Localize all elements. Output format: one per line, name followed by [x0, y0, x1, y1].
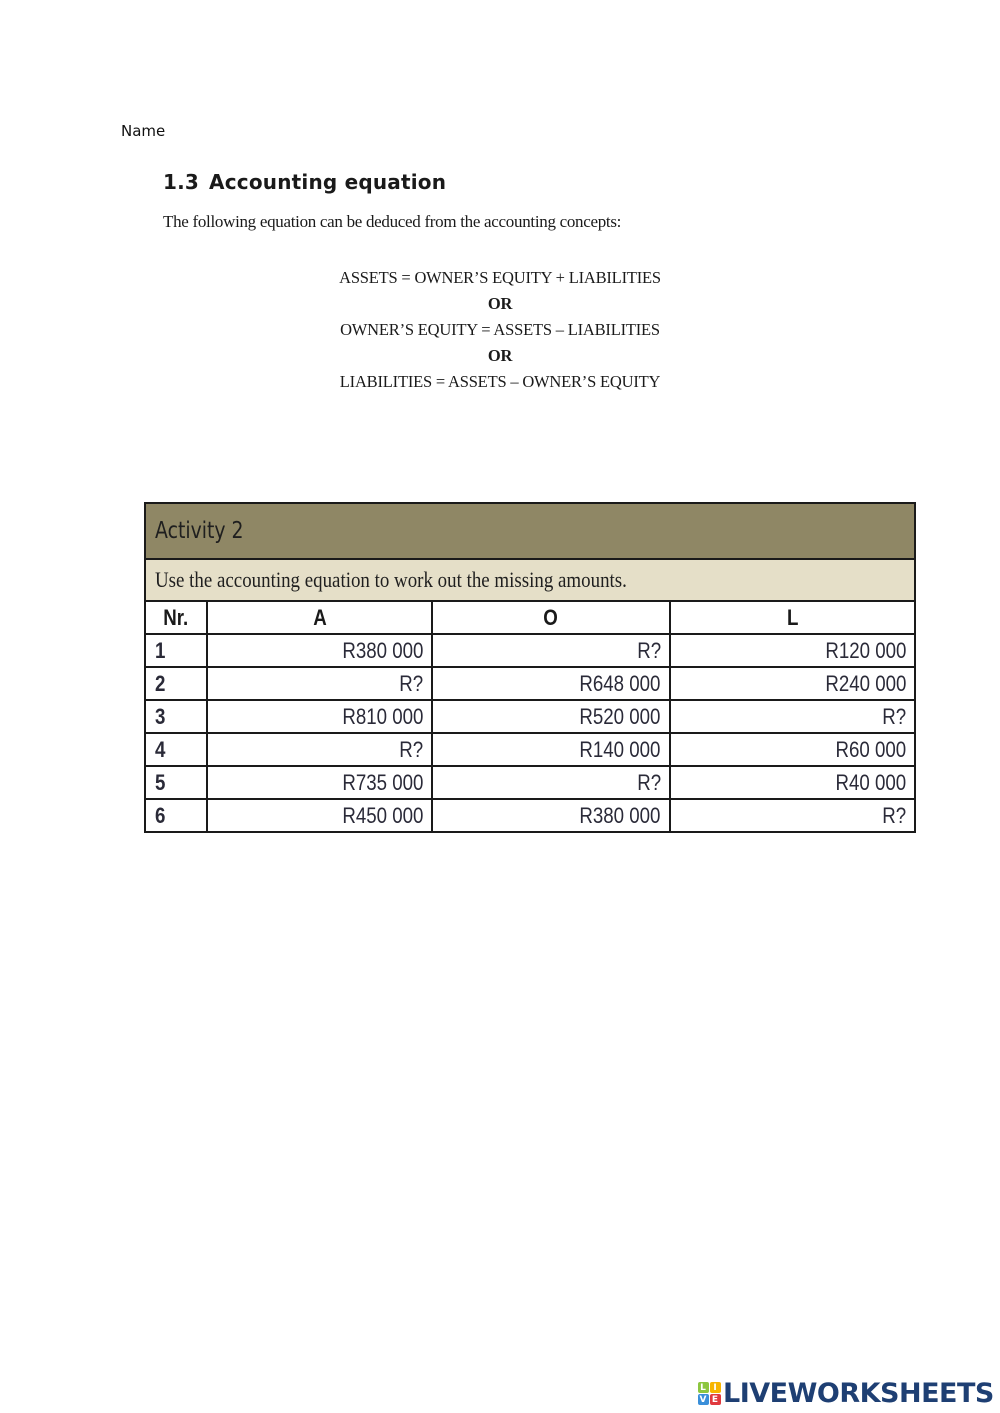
cell-liabilities[interactable]: R240 000 [670, 667, 915, 700]
cell-liabilities[interactable]: R? [670, 700, 915, 733]
logo-text: LIVEWORKSHEETS [723, 1378, 994, 1409]
row-number: 4 [145, 733, 207, 766]
cell-assets[interactable]: R? [207, 667, 432, 700]
cell-assets[interactable]: R810 000 [207, 700, 432, 733]
row-number: 5 [145, 766, 207, 799]
equation-liabilities: LIABILITIES = ASSETS – OWNER’S EQUITY [339, 372, 661, 391]
equation-assets: ASSETS = OWNER’S EQUITY + LIABILITIES [339, 268, 661, 287]
column-header-row [145, 601, 915, 634]
activity-header-row [145, 503, 915, 559]
column-header-nr: Nr. [145, 601, 207, 634]
cell-liabilities[interactable]: R? [670, 799, 915, 832]
cell-assets[interactable]: R? [207, 733, 432, 766]
cell-liabilities[interactable]: R40 000 [670, 766, 915, 799]
equation-or: OR [487, 346, 513, 365]
cell-liabilities[interactable]: R120 000 [670, 634, 915, 667]
column-header-owners-equity: O [432, 601, 669, 634]
activity-instruction-row [145, 559, 915, 601]
row-number: 2 [145, 667, 207, 700]
table-row [145, 634, 915, 667]
cell-owners-equity[interactable]: R380 000 [432, 799, 669, 832]
cell-owners-equity[interactable]: R520 000 [432, 700, 669, 733]
table-row [145, 700, 915, 733]
liveworksheets-logo[interactable] [697, 1378, 994, 1409]
name-label: Name [121, 122, 166, 140]
cell-assets[interactable]: R735 000 [207, 766, 432, 799]
activity-title: Activity 2 [145, 503, 915, 559]
live-blocks-icon: L I V E [697, 1382, 721, 1406]
section-title [163, 170, 446, 194]
cell-owners-equity[interactable]: R140 000 [432, 733, 669, 766]
equations-block [300, 265, 700, 395]
equation-or: OR [487, 294, 513, 313]
table-row [145, 733, 915, 766]
activity-table [144, 502, 916, 833]
intro-text: The following equation can be deduced from the accounting concepts: [163, 212, 622, 231]
equation-owners-equity: OWNER’S EQUITY = ASSETS – LIABILITIES [340, 320, 660, 339]
row-number: 6 [145, 799, 207, 832]
column-header-assets: A [207, 601, 432, 634]
cell-assets[interactable]: R450 000 [207, 799, 432, 832]
table-row [145, 799, 915, 832]
cell-owners-equity[interactable]: R? [432, 766, 669, 799]
row-number: 3 [145, 700, 207, 733]
cell-liabilities[interactable]: R60 000 [670, 733, 915, 766]
table-row [145, 667, 915, 700]
section-title-text: Accounting equation [209, 170, 447, 194]
cell-assets[interactable]: R380 000 [207, 634, 432, 667]
section-number: 1.3 [163, 170, 200, 194]
table-row [145, 766, 915, 799]
cell-owners-equity[interactable]: R648 000 [432, 667, 669, 700]
column-header-liabilities: L [670, 601, 915, 634]
cell-owners-equity[interactable]: R? [432, 634, 669, 667]
row-number: 1 [145, 634, 207, 667]
activity-instruction: Use the accounting equation to work out the missing amounts. [145, 559, 915, 601]
